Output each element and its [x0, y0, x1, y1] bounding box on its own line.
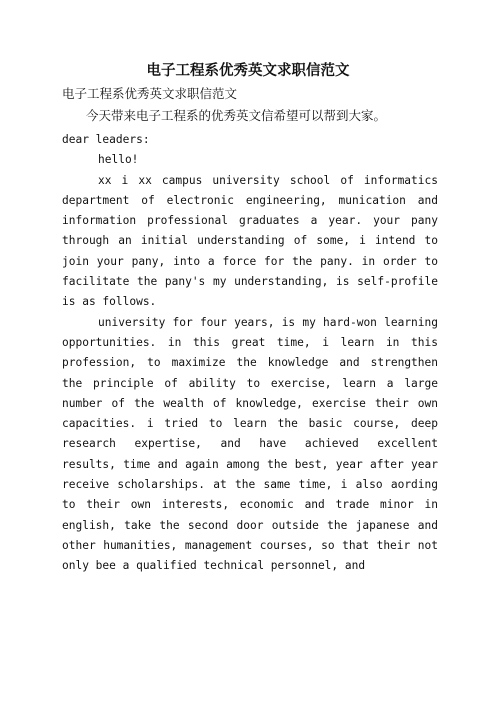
- letter-body: [62, 130, 438, 577]
- letter-paragraph-introduction: xx i xx campus university school of informatics department of electronic engineering, munication and information professional graduates a year. your pany through an initial understanding of some, i intend to join your pany, into a force for the pany. in order to facilitate the pany's my understanding, is self-profile is as follows.: [62, 173, 438, 309]
- letter-salutation: dear leaders:: [62, 133, 150, 146]
- letter-greeting: hello!: [98, 153, 139, 167]
- document-title: 电子工程系优秀英文求职信范文: [146, 63, 350, 79]
- intro-paragraph: 今天带来电子工程系的优秀英文信希望可以帮到大家。: [86, 108, 387, 123]
- letter-paragraph-education: university for four years, is my hard-won learning opportunities. in this great time, i learn in this profession, to maximize the knowledge and strengthen the principle of ability to exercise, learn a large number of the wealth of knowledge, exercise their own capacities. i tried to learn the basic course, deep research expertise, and have achieved excellent results, time and again among the best, year after year receive scholarships. at the same time, i also aording to their own interests, economic and trade minor in english, take the second door outside the japanese and other humanities, management courses, so that their not only bee a qualified technical personnel, and: [62, 315, 438, 573]
- document-subtitle: 电子工程系优秀英文求职信范文: [62, 86, 238, 101]
